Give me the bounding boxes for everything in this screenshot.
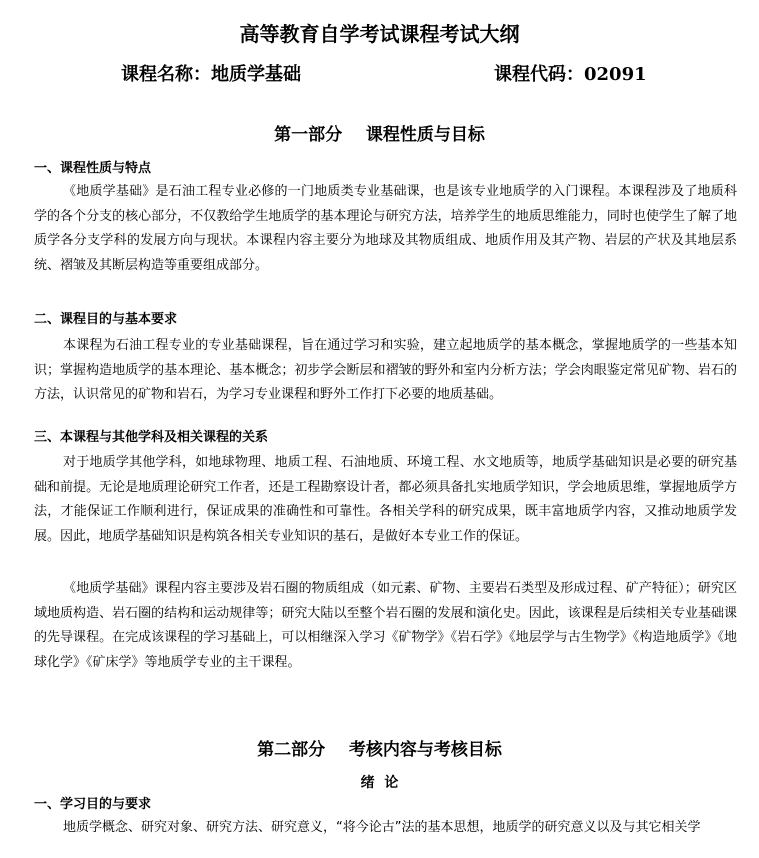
- introduction-subtitle: 绪 论: [360, 775, 399, 791]
- paragraph-relations-1: 对于地质学其他学科，如地球物理、地质工程、石油地质、环境工程、水文地质等，地质学基础知识是必要的研究基础和前提。无论是地质理论研究工作者，还是工程勘察设计者，都必须具备扎实地质学知识，学会地质思维，掌握地质学方法，才能保证工作顺利进行，保证成果的准确性和可靠性。各相关学科的研究成果，既丰富地质学内容，又推动地质学发展。因此，地质学基础知识是构筑各相关专业知识的基石，是做好本专业工作的保证。: [34, 455, 737, 544]
- course-name: 课程名称：地质学基础: [121, 64, 301, 85]
- paragraph-relations-2: 《地质学基础》课程内容主要涉及岩石圈的物质组成（如元素、矿物、主要岩石类型及形成过程、矿产特征）；研究区域地质构造、岩石圈的结构和运动规律等；研究大陆以至整个岩石圈的发展和演化史。因此，该课程是后续相关专业基础课的先导课程。在完成该课程的学习基础上，可以相继深入学习《矿物学》《岩石学》《地层学与古生物学》《构造地质学》《地球化学》《矿床学》等地质学专业的主干课程。: [34, 581, 737, 670]
- part1-title: 第一部分 课程性质与目标: [274, 125, 485, 145]
- section-heading-nature: 一、课程性质与特点: [34, 161, 152, 176]
- paragraph-nature: 《地质学基础》是石油工程专业必修的一门地质类专业基础课，也是该专业地质学的入门课程。本课程涉及了地质科学的各个分支的核心部分，不仅教给学生地质学的基本理论与研究方法，培养学生的地质思维能力，同时也使学生了解了地质学各分支学科的发展方向与现状。本课程内容主要分为地球及其物质组成、地质作用及其产物、岩层的产状及其地层系统、褶皱及其断层构造等重要组成部分。: [34, 184, 737, 273]
- paragraph-learning-goals: 地质学概念、研究对象、研究方法、研究意义，“将今论古”法的基本思想，地质学的研究意义以及与其它相关学: [63, 820, 701, 835]
- document-title: 高等教育自学考试课程考试大纲: [239, 22, 520, 46]
- paragraph-objectives: 本课程为石油工程专业的专业基础课程，旨在通过学习和实验，建立起地质学的基本概念，掌握地质学的一些基本知识；掌握构造地质学的基本理论、基本概念；初步学会断层和褶皱的野外和室内分析方法；学会肉眼鉴定常见矿物、岩石的方法，认识常见的矿物和岩石，为学习专业课程和野外工作打下必要的地质基础。: [34, 338, 737, 402]
- section-heading-objectives: 二、课程目的与基本要求: [34, 312, 178, 327]
- part2-title: 第二部分 考核内容与考核目标: [257, 740, 502, 760]
- section-heading-learning-goals: 一、学习目的与要求: [34, 797, 152, 812]
- course-code: 课程代码：02091: [494, 64, 647, 85]
- section-heading-relations: 三、本课程与其他学科及相关课程的关系: [34, 430, 269, 445]
